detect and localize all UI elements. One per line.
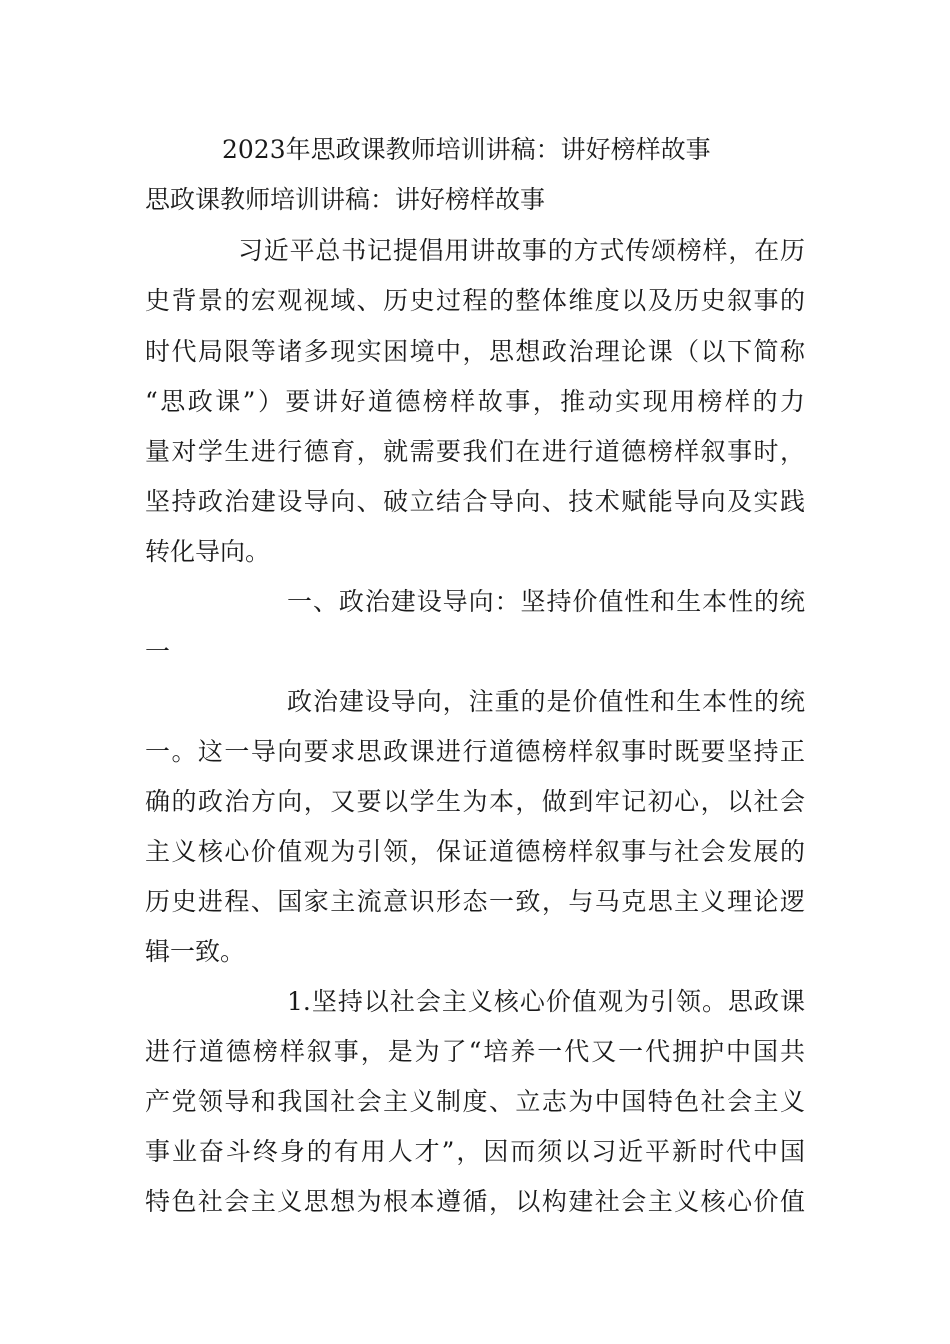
paragraph-line: 习近平总书记提倡用讲故事的方式传颂榜样，在历 [238,236,805,265]
paragraph-line: 1.坚持以社会主义核心价值观为引领。思政课 [287,987,805,1016]
paragraph-line: 政治建设导向，注重的是价值性和生本性的统 [287,687,805,716]
paragraph-line: 事业奋斗终身的有用人才”，因而须以习近平新时代中国 [145,1137,805,1166]
paragraph-line: 历史进程、国家主流意识形态一致，与马克思主义理论逻 [145,887,805,916]
paragraph-line: 史背景的宏观视域、历史过程的整体维度以及历史叙事的 [145,286,805,315]
paragraph-line: 坚持政治建设导向、破立结合导向、技术赋能导向及实践 [145,487,805,516]
paragraph-line: 转化导向。 [145,537,271,566]
heading-line: 一 [145,637,171,666]
paragraph-line: 主义核心价值观为引领，保证道德榜样叙事与社会发展的 [145,837,805,866]
document-title: 2023年思政课教师培训讲稿：讲好榜样故事 [222,135,711,164]
document-subtitle: 思政课教师培训讲稿：讲好榜样故事 [145,185,546,214]
paragraph-line: 确的政治方向，又要以学生为本，做到牢记初心，以社会 [145,787,805,816]
heading-line: 一、政治建设导向：坚持价值性和生本性的统 [287,587,805,616]
paragraph-line: “思政课”）要讲好道德榜样故事，推动实现用榜样的力 [145,387,805,416]
paragraph-line: 辑一致。 [145,937,246,966]
paragraph-line: 一。这一导向要求思政课进行道德榜样叙事时既要坚持正 [145,737,805,766]
paragraph-line: 量对学生进行德育，就需要我们在进行道德榜样叙事时， [145,437,805,466]
paragraph-line: 特色社会主义思想为根本遵循，以构建社会主义核心价值 [145,1187,805,1216]
paragraph-line: 进行道德榜样叙事，是为了“培养一代又一代拥护中国共 [145,1037,805,1066]
paragraph-line: 产党领导和我国社会主义制度、立志为中国特色社会主义 [145,1087,805,1116]
paragraph-line: 时代局限等诸多现实困境中，思想政治理论课（以下简称 [145,337,805,366]
